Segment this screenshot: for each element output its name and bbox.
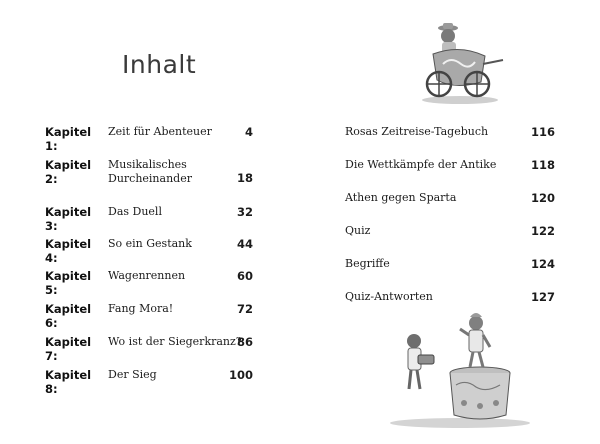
chapter-title: Fang Mora! [108, 302, 174, 315]
chapter-label: Kapitel 8: [45, 368, 92, 396]
appendix-title: Quiz-Antworten [345, 290, 433, 303]
toc-entry-4[interactable] [45, 237, 192, 265]
toc-entry-2[interactable] [45, 158, 192, 186]
appendix-page: 116 [530, 125, 555, 139]
chapter-label: Kapitel 5: [45, 269, 92, 297]
cart-illustration [415, 20, 505, 105]
chapter-page: 100 [228, 368, 253, 382]
chapter-title: So ein Gestank [108, 237, 192, 250]
appendix-page: 120 [530, 191, 555, 205]
appendix-title: Quiz [345, 224, 371, 237]
page-title: Inhalt [122, 50, 197, 79]
toc-entry-1[interactable] [45, 125, 212, 153]
chapter-page: 72 [236, 302, 253, 316]
chapter-page: 44 [236, 237, 253, 251]
chapter-title: Das Duell [108, 205, 162, 218]
chapter-title: Der Sieg [108, 368, 157, 381]
chapter-title: Musikalisches Durcheinander [108, 158, 192, 185]
chapter-page: 60 [236, 269, 253, 283]
toc-entry-6[interactable] [45, 302, 173, 330]
appendix-page: 127 [530, 290, 555, 304]
chapter-title: Wo ist der Siegerkranz? [108, 335, 242, 348]
chapter-title: Zeit für Abenteuer [108, 125, 212, 138]
appendix-page: 124 [530, 257, 555, 271]
chapter-label: Kapitel 7: [45, 335, 92, 363]
toc-entry-5[interactable] [45, 269, 185, 297]
chapter-page: 32 [236, 205, 253, 219]
toc-entry-3[interactable] [45, 205, 162, 233]
chapter-label: Kapitel 3: [45, 205, 92, 233]
appendix-page: 122 [530, 224, 555, 238]
chapter-title: Wagenrennen [108, 269, 186, 282]
pedestal-illustration [380, 305, 530, 430]
appendix-page: 118 [530, 158, 555, 172]
chapter-page: 18 [236, 171, 253, 185]
chapter-label: Kapitel 4: [45, 237, 92, 265]
appendix-title: Begriffe [345, 257, 390, 270]
chapter-page: 4 [244, 125, 253, 139]
chapter-label: Kapitel 6: [45, 302, 92, 330]
chapter-page: 86 [236, 335, 253, 349]
toc-entry-8[interactable] [45, 368, 157, 396]
appendix-title: Athen gegen Sparta [345, 191, 457, 204]
appendix-title: Rosas Zeitreise-Tagebuch [345, 125, 489, 138]
chapter-label: Kapitel 1: [45, 125, 92, 153]
chapter-label: Kapitel 2: [45, 158, 92, 186]
appendix-title: Die Wettkämpfe der Antike [345, 158, 497, 171]
